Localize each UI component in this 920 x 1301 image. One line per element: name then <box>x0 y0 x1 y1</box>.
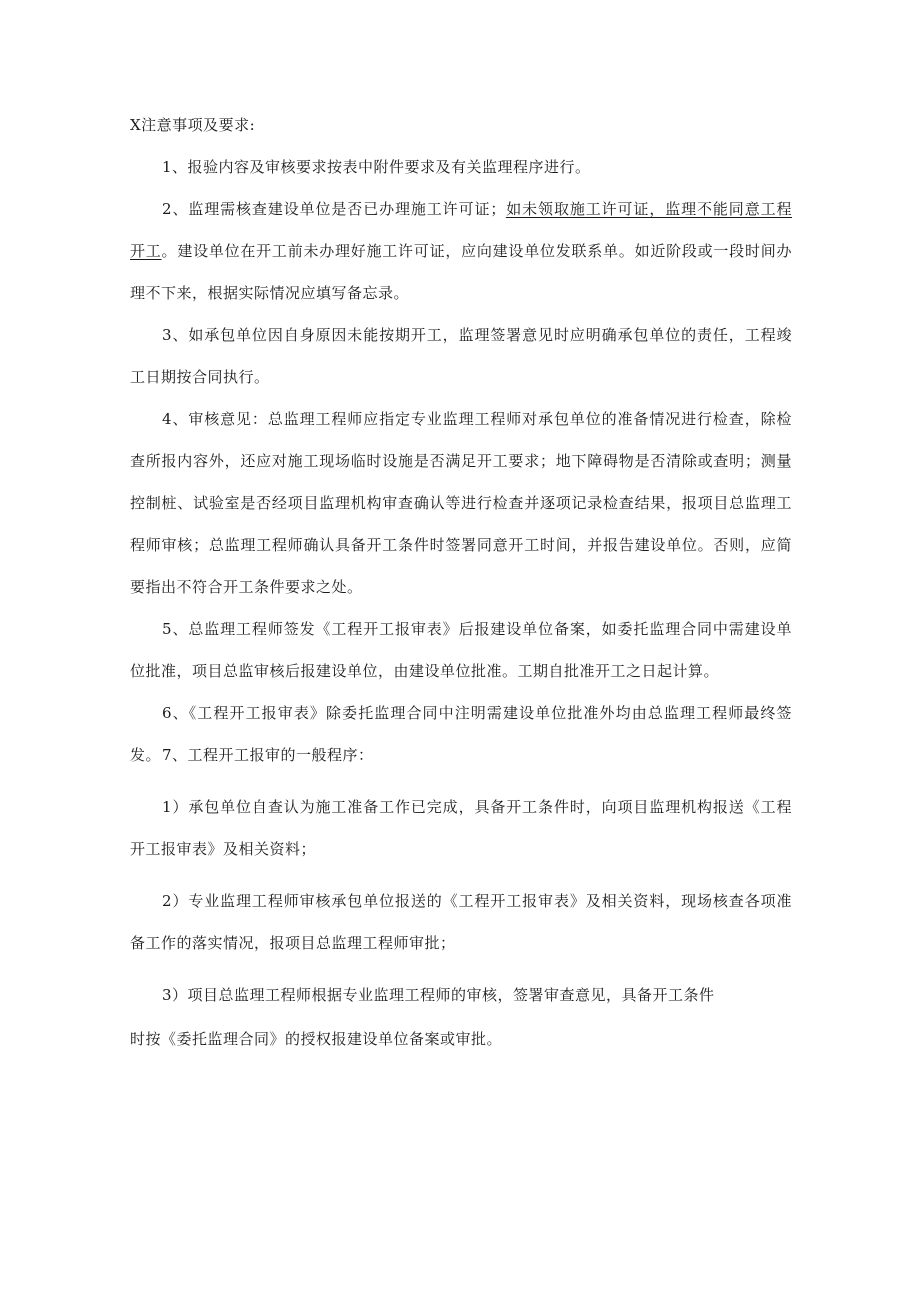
item-2-underlined: 如未领取施工许可证，监理不能同意工程开工 <box>130 200 792 260</box>
item-1: 1、报验内容及审核要求按表中附件要求及有关监理程序进行。 <box>162 158 591 176</box>
item-2-part-a: 2、监理需核查建设单位是否已办理施工许可证； <box>162 200 506 218</box>
notes-heading: X注意事项及要求: <box>130 116 256 134</box>
item-4: 4、审核意见：总监理工程师应指定专业监理工程师对承包单位的准备情况进行检查，除检查所报内容外，还应对施工现场临时设施是否满足开工要求；地下障碍物是否清除或查明；测量控制桩、试验室是否经项目监理机构审查确认等进行检查并逐项记录检查结果，报项目总监理工程师审核；总监理工程师确认具备开工条件时签署同意开工时间，并报告建设单位。否则，应简要指出不符合开工条件要求之处。 <box>130 410 792 596</box>
step-3-line-1: 3）项目总监理工程师根据专业监理工程师的审核，签署审查意见，具备开工条件 <box>162 986 715 1004</box>
item-2 <box>130 188 792 314</box>
item-6: 6、《工程开工报审表》除委托监理合同中注明需建设单位批准外均由总监理工程师最终签发。 <box>130 704 792 764</box>
step-2: 2）专业监理工程师审核承包单位报送的《工程开工报审表》及相关资料，现场核查各项准备工作的落实情况，报项目总监理工程师审批； <box>130 892 792 952</box>
item-3: 3、如承包单位因自身原因未能按期开工，监理签署意见时应明确承包单位的责任，工程竣工日期按合同执行。 <box>130 326 792 386</box>
item-5: 5、总监理工程师签发《工程开工报审表》后报建设单位备案，如委托监理合同中需建设单位批准，项目总监审核后报建设单位，由建设单位批准。工期自批准开工之日起计算。 <box>130 620 792 680</box>
step-1: 1）承包单位自查认为施工准备工作已完成，具备开工条件时，向项目监理机构报送《工程开工报审表》及相关资料； <box>130 798 792 858</box>
item-2-part-b: 。建设单位在开工前未办理好施工许可证，应向建设单位发联系单。如近阶段或一段时间办理不下来，根据实际情况应填写备忘录。 <box>130 242 792 302</box>
step-3-line-2: 时按《委托监理合同》的授权报建设单位备案或审批。 <box>130 1030 503 1048</box>
item-7: 7、工程开工报审的一般程序： <box>162 746 374 764</box>
